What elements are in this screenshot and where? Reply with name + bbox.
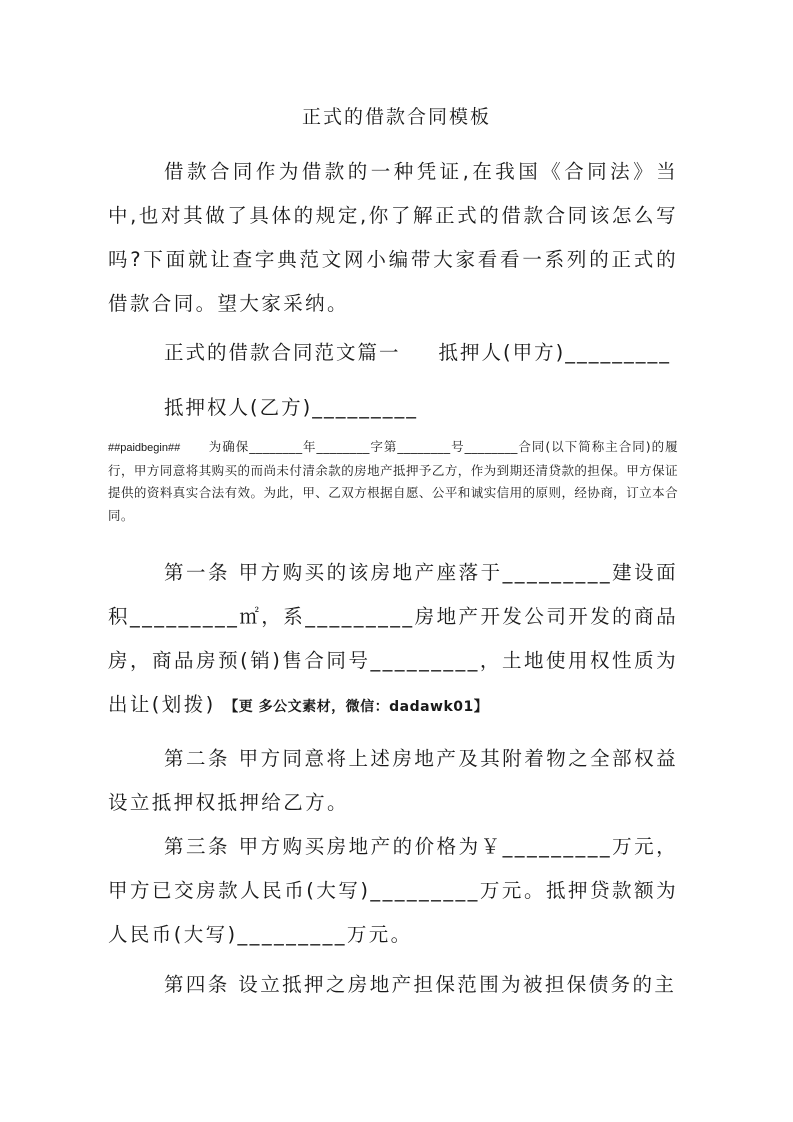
- promo-note: 【更 多公文素材，微信：dadawk01】: [224, 699, 489, 715]
- article-2: 第二条 甲方同意将上述房地产及其附着物之全部权益设立抵押权抵押给乙方。: [108, 747, 678, 814]
- section-heading: 正式的借款合同范文篇一: [164, 341, 401, 364]
- mortgagee-field: 抵押权人(乙方)_________: [164, 396, 418, 419]
- paid-marker: ##paidbegin##: [108, 442, 181, 454]
- document-title: 正式的借款合同模板: [301, 106, 491, 128]
- preamble-paragraph: [108, 436, 678, 527]
- article-4: 第四条 设立抵押之房地产担保范围为被担保债务的主: [164, 973, 677, 996]
- preamble-text: 为确保________年________字第________号________合同(以下简称主合同)的履行，甲方同意将其购买的而尚未付清余款的房地产抵押予乙方，作为到期还清贷款的担保。甲方保证提供的资料真实合法有效。为此，甲、乙双方根据自愿、公平和诚实信用的原则，经协商，订立本合同。: [108, 439, 678, 523]
- article-3: 第三条 甲方购买房地产的价格为￥_________万元，甲方已交房款人民币(大写)_________万元。抵押贷款额为人民币(大写)_________万元。: [108, 835, 678, 946]
- mortgagor-field: 抵押人(甲方)_________: [438, 341, 671, 364]
- article-1-text: 第一条 甲方购买的该房地产座落于_________建设面积_________㎡，系_________房地产开发公司开发的商品房，商品房预(销)售合同号_________，土地使用权性质为出让(划拨): [108, 561, 678, 716]
- intro-paragraph: 借款合同作为借款的一种凭证,在我国《合同法》当中,也对其做了具体的规定,你了解正式的借款合同该怎么写吗?下面就让查字典范文网小编带大家看看一系列的正式的借款合同。望大家采纳。: [108, 160, 678, 315]
- article-1: [108, 551, 678, 729]
- heading-line: [164, 338, 671, 368]
